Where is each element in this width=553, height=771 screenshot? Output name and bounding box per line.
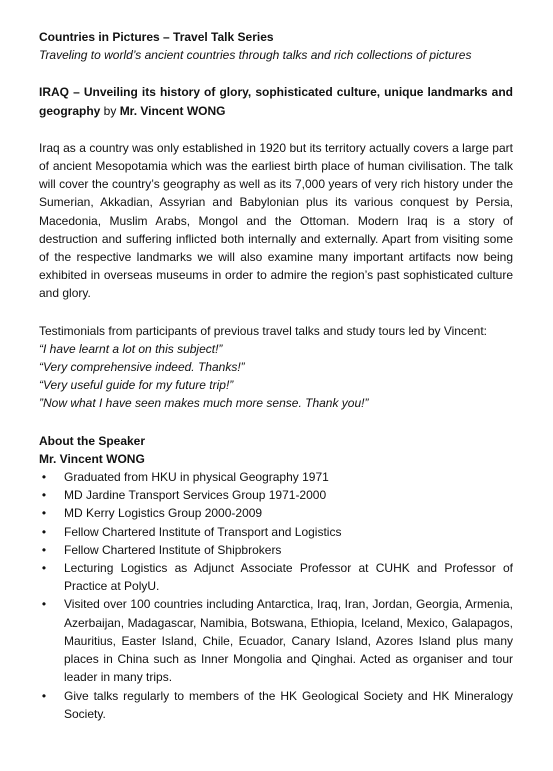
talk-speaker: Mr. Vincent WONG: [119, 103, 226, 118]
list-item-text: Fellow Chartered Institute of Shipbrokers: [64, 542, 282, 557]
list-item-text: Give talks regularly to members of the HK Geological Society and HK Mineralogy Society.: [64, 688, 513, 721]
speaker-name: Mr. Vincent WONG: [39, 451, 145, 466]
list-item-text: Graduated from HKU in physical Geography 1971: [64, 470, 329, 485]
testimonial-quote: “Very useful guide for my future trip!”: [39, 378, 234, 393]
list-item-text: Visited over 100 countries including Antarctica, Iraq, Iran, Jordan, Georgia, Armenia, Azerbaijan, Madagascar, Namibia, Botswana, Ethiopia, Iceland, Mexico, Galapagos, Mauritius, Easter Island, Chile, Ecuador, Canary Island, Azores Island plus many places in China such as Inner Mongolia and Qinghai. Acted as organiser and tour leader in many trips.: [64, 597, 513, 685]
talk-title: IRAQ – Unveiling its history of glory, sophisticated culture, unique landmarks and geography: [39, 85, 513, 118]
talk-heading: [39, 83, 513, 119]
list-item: [39, 559, 513, 595]
talk-description: Iraq as a country was only established in 1920 but its territory actually covers a large part of ancient Mesopotamia which was the earliest birth place of human civilisation. The talk will cover the country’s geography as well as its 7,000 years of very rich history under the Sumerian, Akkadian, Assyrian and Babylonian plus its various conquest by Persia, Macedonia, Muslim Arabs, Mongol and the Ottoman. Modern Iraq is a story of destruction and suffering inflicted both internally and externally. Apart from visiting some of the respective landmarks we will also examine many important artifacts now being exhibited in overseas museums in order to admire the region’s past sophisticated culture and glory.: [39, 140, 513, 301]
by-label: by: [100, 103, 120, 118]
about-title: About the Speaker: [39, 433, 146, 448]
bullet-icon: •: [41, 597, 47, 612]
bullet-icon: •: [41, 561, 47, 576]
bullet-icon: •: [41, 542, 47, 557]
bullet-icon: •: [41, 488, 47, 503]
list-item-text: Lecturing Logistics as Adjunct Associate Professor at CUHK and Professor of Practice at PolyU.: [64, 561, 513, 594]
list-item: [39, 486, 513, 504]
series-subtitle: Traveling to world’s ancient countries through talks and rich collections of pictures: [39, 48, 472, 63]
bullet-icon: •: [41, 524, 47, 539]
testimonial-quote: ”Now what I have seen makes much more sense. Thank you!”: [39, 396, 369, 411]
bullet-icon: •: [41, 506, 47, 521]
bullet-icon: •: [41, 688, 47, 703]
list-item-text: MD Jardine Transport Services Group 1971-2000: [64, 488, 327, 503]
speaker-bio-list: [39, 468, 513, 723]
testimonial-quote: “I have learnt a lot on this subject!”: [39, 341, 223, 356]
list-item: [39, 687, 513, 723]
bullet-icon: •: [41, 470, 47, 485]
testimonials-intro: Testimonials from participants of previous travel talks and study tours led by Vincent:: [39, 323, 487, 338]
list-item: [39, 595, 513, 686]
testimonial-quote: “Very comprehensive indeed. Thanks!”: [39, 360, 245, 375]
list-item: [39, 468, 513, 486]
list-item: [39, 541, 513, 559]
list-item: [39, 504, 513, 522]
list-item: [39, 523, 513, 541]
about-speaker-section: [39, 432, 513, 723]
document-page: [39, 28, 513, 723]
testimonials-section: [39, 322, 513, 413]
series-title: Countries in Pictures – Travel Talk Series: [39, 30, 274, 44]
list-item-text: Fellow Chartered Institute of Transport and Logistics: [64, 524, 342, 539]
list-item-text: MD Kerry Logistics Group 2000-2009: [64, 506, 263, 521]
